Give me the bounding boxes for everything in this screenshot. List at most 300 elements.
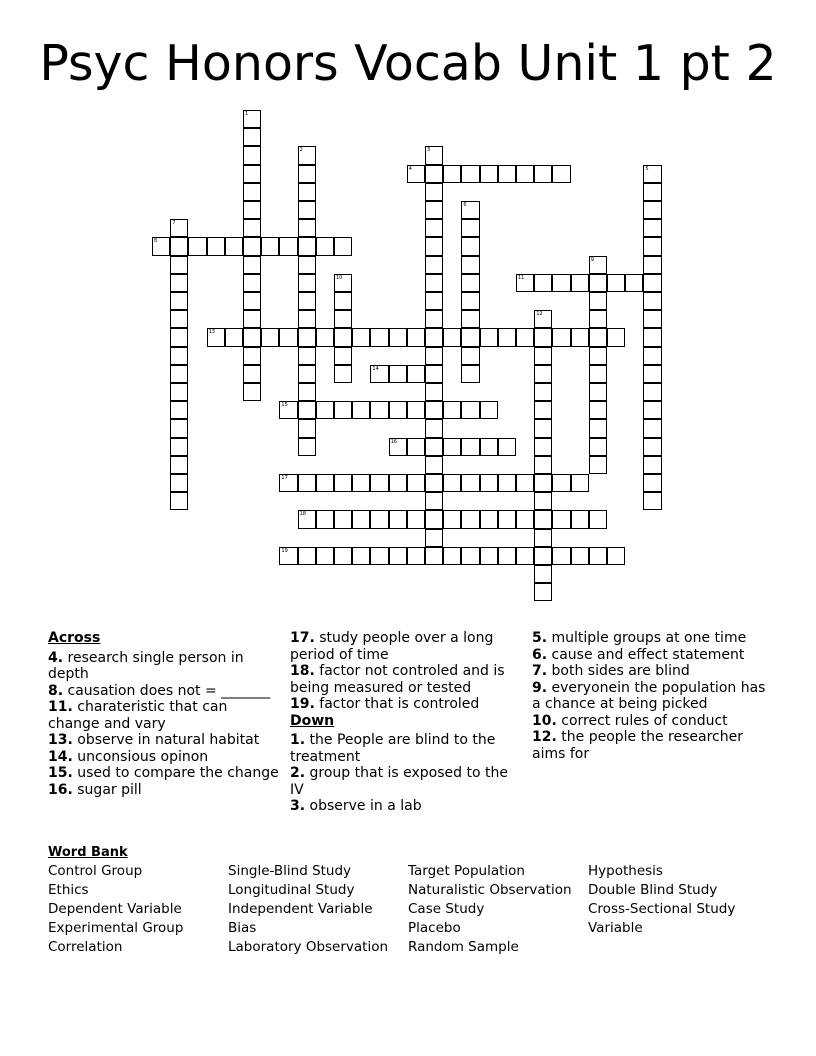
crossword-cell[interactable] [170,219,188,237]
crossword-cell[interactable] [334,547,352,565]
crossword-cell[interactable] [389,510,407,528]
down-clue: 7. both sides are blind [532,663,690,679]
crossword-cell[interactable] [425,201,443,219]
crossword-cell[interactable] [516,547,534,565]
crossword-cell[interactable] [425,292,443,310]
crossword-cell[interactable] [516,274,534,292]
crossword-cell[interactable] [279,401,297,419]
crossword-cell[interactable] [643,183,661,201]
crossword-cell[interactable] [589,547,607,565]
clue-number: 16 [390,438,397,445]
crossword-cell[interactable] [407,474,425,492]
crossword-cell[interactable] [425,438,443,456]
crossword-cell[interactable] [461,256,479,274]
across-clue: 13. observe in natural habitat [48,732,260,748]
crossword-cell[interactable] [534,310,552,328]
crossword-cell[interactable] [334,347,352,365]
crossword-cell[interactable] [534,510,552,528]
crossword-cell[interactable] [243,256,261,274]
crossword-cell[interactable] [425,328,443,346]
crossword-cell[interactable] [461,219,479,237]
crossword-cell[interactable] [534,583,552,601]
word-bank-item: Bias [228,920,257,936]
crossword-cell[interactable] [516,165,534,183]
crossword-cell[interactable] [552,547,570,565]
word-bank-item: Experimental Group [48,920,184,936]
crossword-cell[interactable] [298,547,316,565]
crossword-cell[interactable] [225,237,243,255]
word-bank-item: Longitudinal Study [228,882,355,898]
clue-number: 19 [281,547,288,554]
crossword-cell[interactable] [370,401,388,419]
crossword-cell[interactable] [534,365,552,383]
crossword-cell[interactable] [480,165,498,183]
crossword-cell[interactable] [279,547,297,565]
across-clue: 17. study people over a long period of time [290,630,494,663]
crossword-cell[interactable] [352,401,370,419]
across-clue: 19. factor that is controled [290,696,480,712]
crossword-cell[interactable] [298,165,316,183]
crossword-cell[interactable] [170,274,188,292]
word-bank-item: Control Group [48,863,143,879]
crossword-cell[interactable] [370,510,388,528]
crossword-cell[interactable] [534,347,552,365]
word-bank-item: Case Study [408,901,485,917]
crossword-cell[interactable] [461,401,479,419]
word-bank-column-4 [588,862,735,938]
crossword-cell[interactable] [170,328,188,346]
crossword-cell[interactable] [334,328,352,346]
crossword-cell[interactable] [443,474,461,492]
crossword-cell[interactable] [243,365,261,383]
crossword-cell[interactable] [552,510,570,528]
crossword-cell[interactable] [170,474,188,492]
crossword-cell[interactable] [243,274,261,292]
clue-number: 15 [281,402,288,409]
crossword-cell[interactable] [407,165,425,183]
crossword-cell[interactable] [389,474,407,492]
crossword-cell[interactable] [461,328,479,346]
crossword-cell[interactable] [298,365,316,383]
clue-number: 2 [299,147,303,154]
crossword-cell[interactable] [625,274,643,292]
crossword-cell[interactable] [298,401,316,419]
crossword-cell[interactable] [316,510,334,528]
crossword-cell[interactable] [243,219,261,237]
crossword-cell[interactable] [298,183,316,201]
crossword-cell[interactable] [334,401,352,419]
crossword-cell[interactable] [534,456,552,474]
word-bank-item: Cross-Sectional Study [588,901,736,917]
crossword-cell[interactable] [261,237,279,255]
crossword-cell[interactable] [534,529,552,547]
crossword-cell[interactable] [425,183,443,201]
crossword-cell[interactable] [571,474,589,492]
crossword-cell[interactable] [443,438,461,456]
crossword-cell[interactable] [643,274,661,292]
crossword-cell[interactable] [480,438,498,456]
crossword-cell[interactable] [389,547,407,565]
crossword-cell[interactable] [425,146,443,164]
clue-number: 4 [408,165,412,172]
crossword-cell[interactable] [334,274,352,292]
crossword-cell[interactable] [316,328,334,346]
crossword-cell[interactable] [643,365,661,383]
crossword-cell[interactable] [425,510,443,528]
crossword-cell[interactable] [552,165,570,183]
crossword-cell[interactable] [534,419,552,437]
crossword-cell[interactable] [589,310,607,328]
crossword-cell[interactable] [534,383,552,401]
crossword-cell[interactable] [589,328,607,346]
crossword-cell[interactable] [643,219,661,237]
word-bank-item: Double Blind Study [588,882,718,898]
crossword-cell[interactable] [552,274,570,292]
crossword-cell[interactable] [261,328,279,346]
crossword-cell[interactable] [589,419,607,437]
crossword-cell[interactable] [534,401,552,419]
crossword-cell[interactable] [407,547,425,565]
crossword-cell[interactable] [498,510,516,528]
crossword-cell[interactable] [498,474,516,492]
crossword-cell[interactable] [589,256,607,274]
crossword-cell[interactable] [516,474,534,492]
crossword-cell[interactable] [643,438,661,456]
crossword-cell[interactable] [407,401,425,419]
crossword-cell[interactable] [443,510,461,528]
crossword-cell[interactable] [334,474,352,492]
down-clue: 6. cause and effect statement [532,646,745,663]
crossword-cell[interactable] [461,201,479,219]
crossword-cell[interactable] [534,565,552,583]
crossword-cell[interactable] [480,401,498,419]
clue-number: 14 [372,365,379,372]
crossword-cell[interactable] [389,328,407,346]
crossword-cell[interactable] [425,419,443,437]
crossword-cell[interactable] [425,274,443,292]
crossword-cell[interactable] [407,438,425,456]
clues-column-1 [48,630,280,798]
clues-column-2 [290,630,522,815]
crossword-cell[interactable] [461,438,479,456]
crossword-cell[interactable] [480,510,498,528]
crossword-cell[interactable] [170,292,188,310]
crossword-cell[interactable] [243,310,261,328]
across-heading: Across [48,630,101,646]
crossword-cell[interactable] [352,547,370,565]
crossword-cell[interactable] [534,274,552,292]
crossword-cell[interactable] [316,237,334,255]
crossword-cell[interactable] [534,547,552,565]
crossword-cell[interactable] [389,438,407,456]
crossword-cell[interactable] [534,328,552,346]
clue-number: 6 [463,202,467,208]
across-clue: 18. factor not controled and is being measured or tested [290,663,505,696]
down-clue: 10. correct rules of conduct [532,712,728,729]
word-bank-item: Random Sample [408,939,519,955]
crossword-cell[interactable] [443,547,461,565]
crossword-cell[interactable] [643,201,661,219]
crossword-cell[interactable] [498,165,516,183]
crossword-cell[interactable] [298,292,316,310]
crossword-cell[interactable] [425,401,443,419]
crossword-cell[interactable] [443,165,461,183]
crossword-cell[interactable] [225,328,243,346]
crossword-cell[interactable] [243,292,261,310]
crossword-cell[interactable] [170,401,188,419]
down-clue: 2. group that is exposed to the IV [290,765,508,798]
crossword-cell[interactable] [389,365,407,383]
crossword-cell[interactable] [334,365,352,383]
crossword-cell[interactable] [461,292,479,310]
crossword-cell[interactable] [571,328,589,346]
crossword-cell[interactable] [425,383,443,401]
crossword-cell[interactable] [298,328,316,346]
crossword-cell[interactable] [516,510,534,528]
crossword-cell[interactable] [516,328,534,346]
crossword-cell[interactable] [298,347,316,365]
clue-number: 11 [518,274,525,281]
word-bank-item: Target Population [408,863,525,879]
clue-number: 8 [154,238,158,245]
word-bank-column-2 [228,862,388,957]
crossword-cell[interactable] [243,110,261,128]
crossword-cell[interactable] [425,474,443,492]
crossword-cell[interactable] [298,383,316,401]
crossword-cell[interactable] [461,510,479,528]
clue-number: 10 [336,274,343,281]
clue-number: 12 [536,311,543,318]
crossword-cell[interactable] [443,328,461,346]
crossword-cell[interactable] [643,401,661,419]
crossword-cell[interactable] [534,474,552,492]
crossword-cell[interactable] [243,383,261,401]
crossword-cell[interactable] [643,474,661,492]
crossword-cell[interactable] [170,347,188,365]
word-bank-item: Placebo [408,920,461,936]
crossword-cell[interactable] [170,237,188,255]
crossword-cell[interactable] [607,547,625,565]
crossword-cell[interactable] [298,510,316,528]
crossword-cell[interactable] [425,365,443,383]
across-clue: 14. unconsious opinon [48,748,209,765]
crossword-cell[interactable] [571,547,589,565]
crossword-cell[interactable] [170,383,188,401]
crossword-cell[interactable] [298,219,316,237]
crossword-cell[interactable] [243,237,261,255]
crossword-cell[interactable] [643,310,661,328]
crossword-cell[interactable] [298,146,316,164]
crossword-cell[interactable] [498,328,516,346]
crossword-cell[interactable] [298,256,316,274]
crossword-cell[interactable] [643,292,661,310]
crossword-cell[interactable] [243,201,261,219]
crossword-cell[interactable] [298,474,316,492]
crossword-cell[interactable] [152,237,170,255]
crossword-cell[interactable] [207,237,225,255]
clue-number: 7 [172,220,176,227]
clues-column-3 [532,630,772,762]
crossword-cell[interactable] [461,237,479,255]
word-bank-item: Independent Variable [228,901,373,917]
word-bank-item: Hypothesis [588,863,663,879]
crossword-cell[interactable] [170,419,188,437]
crossword-cell[interactable] [170,438,188,456]
crossword-cell[interactable] [298,419,316,437]
crossword-cell[interactable] [298,310,316,328]
crossword-cell[interactable] [207,328,225,346]
crossword-cell[interactable] [461,365,479,383]
crossword-cell[interactable] [298,237,316,255]
crossword-cell[interactable] [425,237,443,255]
crossword-cell[interactable] [370,547,388,565]
crossword-cell[interactable] [370,365,388,383]
crossword-cell[interactable] [643,419,661,437]
clue-number: 9 [590,256,594,263]
crossword-cell[interactable] [480,328,498,346]
crossword-cell[interactable] [316,401,334,419]
crossword-cell[interactable] [643,456,661,474]
crossword-cell[interactable] [498,547,516,565]
crossword-cell[interactable] [589,456,607,474]
crossword-cell[interactable] [279,237,297,255]
crossword-cell[interactable] [170,310,188,328]
crossword-cell[interactable] [316,547,334,565]
crossword-cell[interactable] [352,474,370,492]
crossword-cell[interactable] [279,328,297,346]
crossword-cell[interactable] [425,492,443,510]
crossword-cell[interactable] [425,310,443,328]
crossword-cell[interactable] [352,328,370,346]
across-clue: 8. causation does not = _______ [48,682,271,699]
crossword-cell[interactable] [425,456,443,474]
crossword-cell[interactable] [298,201,316,219]
crossword-cell[interactable] [589,401,607,419]
clue-number: 1 [245,111,249,117]
crossword-cell[interactable] [170,256,188,274]
crossword-cell[interactable] [170,365,188,383]
crossword-cell[interactable] [589,510,607,528]
crossword-cell[interactable] [334,310,352,328]
crossword-cell[interactable] [334,237,352,255]
crossword-cell[interactable] [480,547,498,565]
crossword-cell[interactable] [589,274,607,292]
crossword-cell[interactable] [389,401,407,419]
crossword-cell[interactable] [461,547,479,565]
crossword-cell[interactable] [298,274,316,292]
crossword-cell[interactable] [643,383,661,401]
crossword-cell[interactable] [589,438,607,456]
crossword-cell[interactable] [443,401,461,419]
across-clue: 4. research single person in depth [48,649,244,682]
down-clue: 3. observe in a lab [290,798,422,814]
crossword-cell[interactable] [316,474,334,492]
crossword-cell[interactable] [643,256,661,274]
crossword-cell[interactable] [425,529,443,547]
crossword-cell[interactable] [461,474,479,492]
crossword-cell[interactable] [571,510,589,528]
word-bank-column-1 [48,862,183,957]
crossword-cell[interactable] [170,492,188,510]
clue-number: 17 [281,475,288,481]
crossword-cell[interactable] [461,310,479,328]
word-bank-item: Correlation [48,939,123,955]
crossword-cell[interactable] [534,438,552,456]
crossword-cell[interactable] [243,328,261,346]
crossword-cell[interactable] [461,165,479,183]
page-title: Psyc Honors Vocab Unit 1 pt 2 [39,35,777,92]
crossword-cell[interactable] [589,292,607,310]
crossword-cell[interactable] [334,292,352,310]
crossword-cell[interactable] [461,274,479,292]
crossword-cell[interactable] [407,328,425,346]
crossword-cell[interactable] [334,510,352,528]
crossword-cell[interactable] [607,274,625,292]
clue-number: 5 [645,165,649,172]
crossword-cell[interactable] [425,347,443,365]
crossword-cell[interactable] [243,347,261,365]
word-bank-heading: Word Bank [48,845,128,860]
crossword-cell[interactable] [461,347,479,365]
crossword-cell[interactable] [279,474,297,492]
crossword-cell[interactable] [552,474,570,492]
crossword-cell[interactable] [370,328,388,346]
crossword-cell[interactable] [370,474,388,492]
crossword-cell[interactable] [643,237,661,255]
crossword-cell[interactable] [243,146,261,164]
clue-number: 18 [299,511,306,518]
crossword-cell[interactable] [425,165,443,183]
crossword-cell[interactable] [643,328,661,346]
crossword-cell[interactable] [170,456,188,474]
word-bank-item: Single-Blind Study [228,863,352,879]
crossword-cell[interactable] [243,128,261,146]
crossword-cell[interactable] [589,365,607,383]
crossword-cell[interactable] [407,365,425,383]
crossword-cell[interactable] [552,328,570,346]
word-bank-item: Variable [588,920,643,936]
crossword-cell[interactable] [607,328,625,346]
crossword-cell[interactable] [589,347,607,365]
crossword-cell[interactable] [571,274,589,292]
crossword-cell[interactable] [425,256,443,274]
crossword-cell[interactable] [243,165,261,183]
crossword-cell[interactable] [425,219,443,237]
crossword-cell[interactable] [534,492,552,510]
crossword-cell[interactable] [534,165,552,183]
word-bank-item: Ethics [48,882,89,898]
down-heading: Down [290,712,335,729]
clue-number: 13 [208,329,215,336]
word-bank-item: Naturalistic Observation [408,882,572,898]
crossword-cell[interactable] [589,383,607,401]
crossword-cell[interactable] [243,183,261,201]
crossword-cell[interactable] [643,165,661,183]
crossword-cell[interactable] [643,347,661,365]
crossword-cell[interactable] [188,237,206,255]
crossword-cell[interactable] [352,510,370,528]
word-bank-item: Dependent Variable [48,901,182,917]
crossword-cell[interactable] [498,438,516,456]
down-clue: 12. the people the researcher aims for [532,729,743,762]
crossword-cell[interactable] [643,492,661,510]
crossword-cell[interactable] [425,547,443,565]
clue-number: 3 [427,147,431,154]
crossword-cell[interactable] [298,438,316,456]
across-clue: 16. sugar pill [48,781,142,798]
crossword-cell[interactable] [407,510,425,528]
crossword-cell[interactable] [480,474,498,492]
